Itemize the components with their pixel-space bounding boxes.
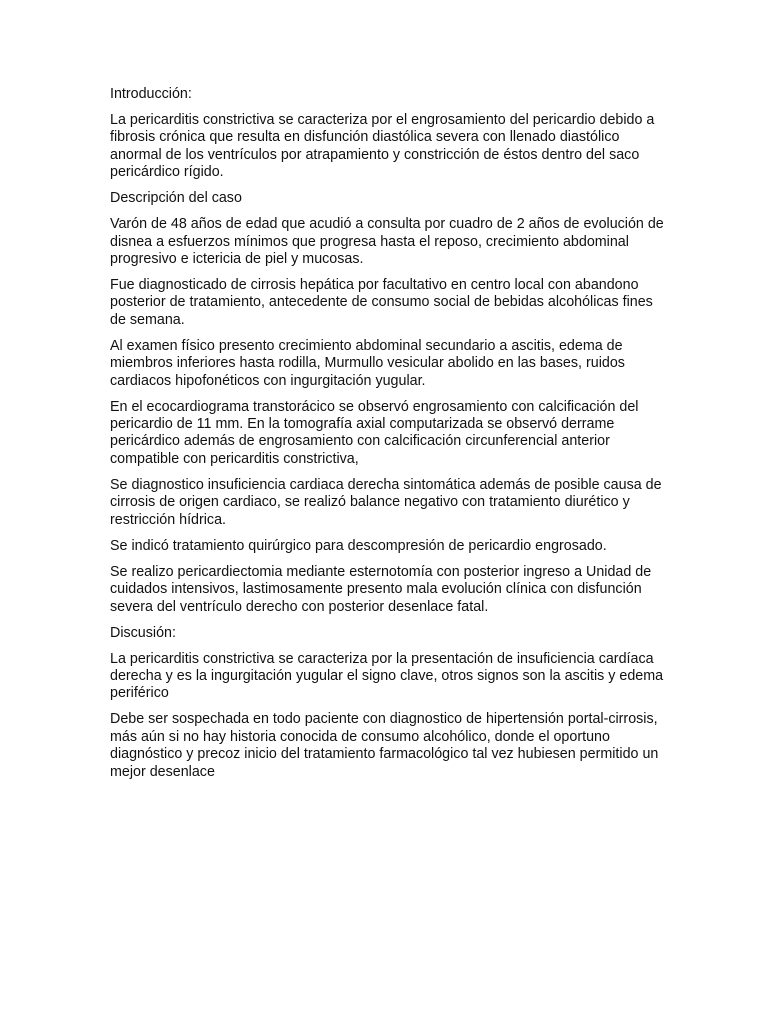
paragraph-discusion-signos: La pericarditis constrictiva se caracteriza por la presentación de insuficiencia cardíaca derecha y es la ingurgitación yugular el signo clave, otros signos son la ascitis y edema periférico xyxy=(110,650,664,702)
document-body xyxy=(110,86,670,790)
paragraph-definicion: La pericarditis constrictiva se caracteriza por el engrosamiento del pericardio debido a fibrosis crónica que resulta en disfunción diastólica severa con llenado diastólico anormal de los ventrículos por atrapamiento y constricción de éstos dentro del saco pericárdico rígido. xyxy=(110,112,655,181)
heading-introduccion: Introducción: xyxy=(110,86,192,102)
paragraph-presentacion-paciente: Varón de 48 años de edad que acudió a consulta por cuadro de 2 años de evolución de disnea a esfuerzos mínimos que progresa hasta el reposo, crecimiento abdominal progresivo e ictericia de piel y mucosas. xyxy=(110,216,664,268)
paragraph-diagnostico: Se diagnostico insuficiencia cardiaca derecha sintomática además de posible causa de cirrosis de origen cardiaco, se realizó balance negativo con tratamiento diurético y restricción hídrica. xyxy=(110,476,662,528)
paragraph-antecedentes: Fue diagnosticado de cirrosis hepática por facultativo en centro local con abandono posterior de tratamiento, antecedente de consumo social de bebidas alcohólicas fines de semana. xyxy=(110,277,653,328)
heading-descripcion-caso: Descripción del caso xyxy=(110,190,242,207)
paragraph-examen-fisico: Al examen físico presento crecimiento abdominal secundario a ascitis, edema de miembros inferiores hasta rodilla, Murmullo vesicular abolido en las bases, ruidos cardiacos hipofonéticos con ingurgitación yugular. xyxy=(110,337,625,389)
paragraph-discusion-sospecha: Debe ser sospechada en todo paciente con diagnostico de hipertensión portal-cirrosis, más aún si no hay historia conocida de consumo alcohólico, donde el oportuno diagnóstico y precoz inicio del tratamiento farmacológico tal vez hubiesen permitido un mejor desenlace xyxy=(110,711,659,780)
paragraph-estudios-imagen: En el ecocardiograma transtorácico se observó engrosamiento con calcificación del pericardio de 11 mm. En la tomografía axial computarizada se observó derrame pericárdico además de engrosamiento con calcificación circunferencial anterior compatible con pericarditis constrictiva, xyxy=(110,398,639,467)
heading-discusion: Discusión: xyxy=(110,624,176,641)
paragraph-indicacion-quirurgica: Se indicó tratamiento quirúrgico para descompresión de pericardio engrosado. xyxy=(110,537,607,554)
paragraph-evolucion: Se realizo pericardiectomia mediante esternotomía con posterior ingreso a Unidad de cuidados intensivos, lastimosamente presento mala evolución clínica con disfunción severa del ventrículo derecho con posterior desenlace fatal. xyxy=(110,563,652,615)
